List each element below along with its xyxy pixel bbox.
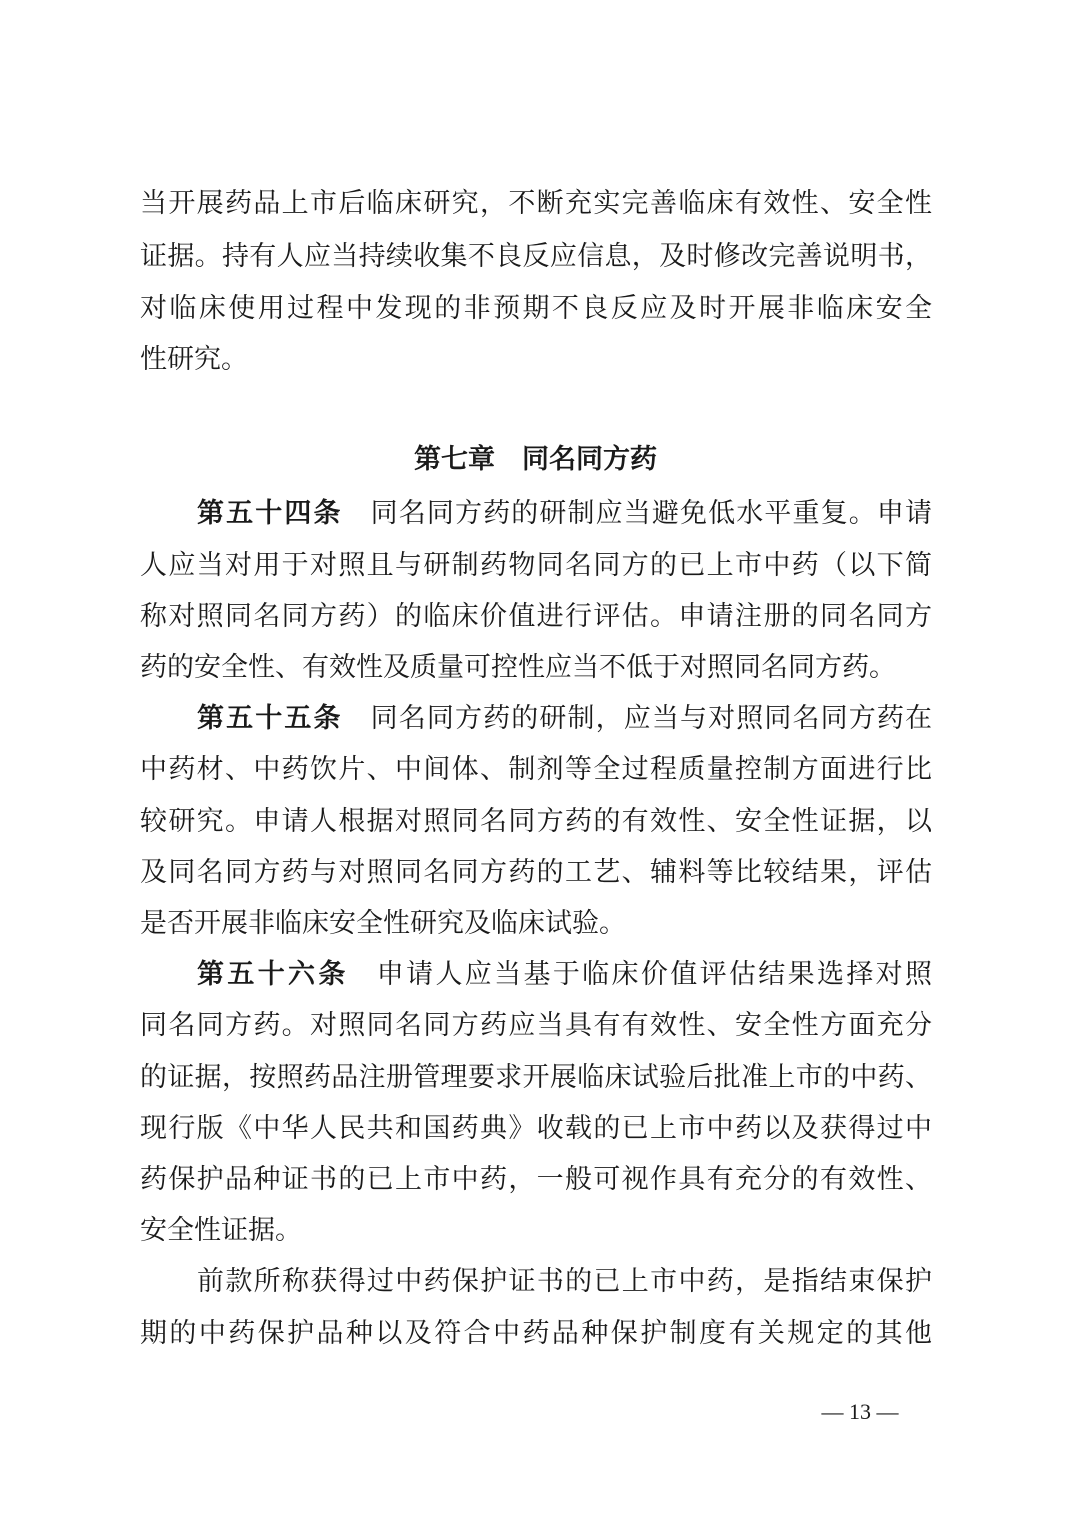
chapter-title: 第七章 同名同方药 [414,444,657,475]
paragraph-line: 当开展药品上市后临床研究，不断充实完善临床有效性、安全性 [140,188,932,219]
article-56-line: 现行版《中华人民共和国药典》收载的已上市中药以及获得过中 [140,1113,932,1144]
paragraph-final-line: 期的中药保护品种以及符合中药品种保护制度有关规定的其他 [140,1318,932,1349]
article-54-line: 称对照同名同方药）的临床价值进行评估。申请注册的同名同方 [140,601,932,632]
article-55-line: 及同名同方药与对照同名同方药的工艺、辅料等比较结果，评估 [140,857,932,888]
paragraph-final-first-line: 前款所称获得过中药保护证书的已上市中药，是指结束保护 [197,1266,932,1297]
article-55-line: 是否开展非临床安全性研究及临床试验。 [140,908,626,939]
article-54-text: 同名同方药的研制应当避免低水平重复。申请 [370,498,932,529]
article-55-first-line [197,693,932,745]
article-54-first-line [197,488,932,540]
paragraph-line: 性研究。 [140,344,248,375]
article-54-label: 第五十四条 [197,498,343,529]
article-56-label: 第五十六条 [197,959,349,990]
article-54-line: 药的安全性、有效性及质量可控性应当不低于对照同名同方药。 [140,652,896,683]
article-55-line: 中药材、中药饮片、中间体、制剂等全过程质量控制方面进行比 [140,754,932,785]
article-56-first-line [197,949,932,1001]
article-56-line: 同名同方药。对照同名同方药应当具有有效性、安全性方面充分 [140,1010,932,1041]
paragraph-line: 对临床使用过程中发现的非预期不良反应及时开展非临床安全 [140,293,932,324]
article-56-line: 安全性证据。 [140,1215,302,1246]
paragraph-line: 证据。持有人应当持续收集不良反应信息，及时修改完善说明书， [140,241,932,272]
article-55-text: 同名同方药的研制，应当与对照同名同方药在 [370,703,932,734]
article-55-line: 较研究。申请人根据对照同名同方药的有效性、安全性证据，以 [140,806,932,837]
article-55-label: 第五十五条 [197,703,343,734]
article-56-line: 药保护品种证书的已上市中药，一般可视作具有充分的有效性、 [140,1164,932,1195]
article-56-text: 申请人应当基于临床价值评估结果选择对照 [376,959,932,990]
article-54-line: 人应当对用于对照且与研制药物同名同方的已上市中药（以下简 [140,550,932,581]
page-number: — 13 — [821,1399,899,1424]
article-56-line: 的证据，按照药品注册管理要求开展临床试验后批准上市的中药、 [140,1062,932,1093]
